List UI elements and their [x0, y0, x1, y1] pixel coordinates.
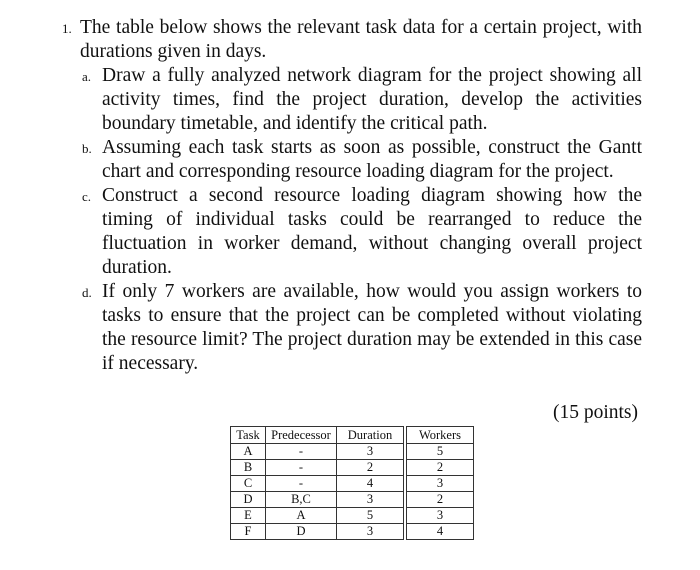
header-task: Task — [231, 427, 266, 444]
table-row — [231, 492, 474, 508]
cell-predecessor: - — [266, 460, 337, 476]
cell-predecessor: D — [266, 524, 337, 540]
part-c — [82, 184, 642, 280]
cell-workers: 2 — [407, 492, 474, 508]
cell-duration: 3 — [337, 524, 404, 540]
part-label: b. — [82, 141, 92, 156]
cell-workers: 3 — [407, 508, 474, 524]
table-row — [231, 508, 474, 524]
cell-task: A — [231, 444, 266, 460]
cell-duration: 3 — [337, 444, 404, 460]
question-number: 1. — [62, 21, 72, 36]
part-label: a. — [82, 69, 92, 84]
cell-workers: 2 — [407, 460, 474, 476]
cell-predecessor: A — [266, 508, 337, 524]
cell-workers: 3 — [407, 476, 474, 492]
part-label: d. — [82, 285, 92, 300]
part-d — [82, 280, 642, 376]
cell-workers: 4 — [407, 524, 474, 540]
cell-duration: 5 — [337, 508, 404, 524]
cell-task: D — [231, 492, 266, 508]
cell-task: F — [231, 524, 266, 540]
table-row — [231, 444, 474, 460]
cell-duration: 3 — [337, 492, 404, 508]
part-label: c. — [82, 189, 92, 204]
cell-task: C — [231, 476, 266, 492]
header-predecessor: Predecessor — [266, 427, 337, 444]
table-row — [231, 460, 474, 476]
cell-duration: 4 — [337, 476, 404, 492]
cell-task: B — [231, 460, 266, 476]
part-text: If only 7 workers are available, how would you assign workers to tasks to ensure that the project can be completed without violating the resource limit? The project duration may be extended in this case if necessary. — [102, 281, 642, 374]
part-text: Assuming each task starts as soon as possible, construct the Gantt chart and corresponding resource loading diagram for the project. — [102, 137, 642, 182]
part-text: Draw a fully analyzed network diagram for the project showing all activity times, find the project duration, develop the activities boundary timetable, and identify the critical path. — [102, 65, 642, 134]
points-label: (15 points) — [552, 402, 638, 423]
part-a — [82, 64, 642, 136]
cell-workers: 5 — [407, 444, 474, 460]
question-block — [62, 16, 642, 376]
question-intro: The table below shows the relevant task data for a certain project, with durations given in days. — [80, 17, 642, 62]
table-row — [231, 524, 474, 540]
cell-predecessor: B,C — [266, 492, 337, 508]
question-intro-row — [62, 16, 642, 64]
cell-duration: 2 — [337, 460, 404, 476]
table-row — [231, 476, 474, 492]
cell-predecessor: - — [266, 476, 337, 492]
header-duration: Duration — [337, 427, 404, 444]
task-data-table — [230, 426, 474, 540]
cell-task: E — [231, 508, 266, 524]
question-parts — [82, 64, 642, 376]
part-text: Construct a second resource loading diagram showing how the timing of individual tasks could be rearranged to reduce the fluctuation in worker demand, without changing overall project duration. — [102, 185, 642, 278]
table-header-row — [231, 427, 474, 444]
header-workers: Workers — [407, 427, 474, 444]
cell-predecessor: - — [266, 444, 337, 460]
part-b — [82, 136, 642, 184]
